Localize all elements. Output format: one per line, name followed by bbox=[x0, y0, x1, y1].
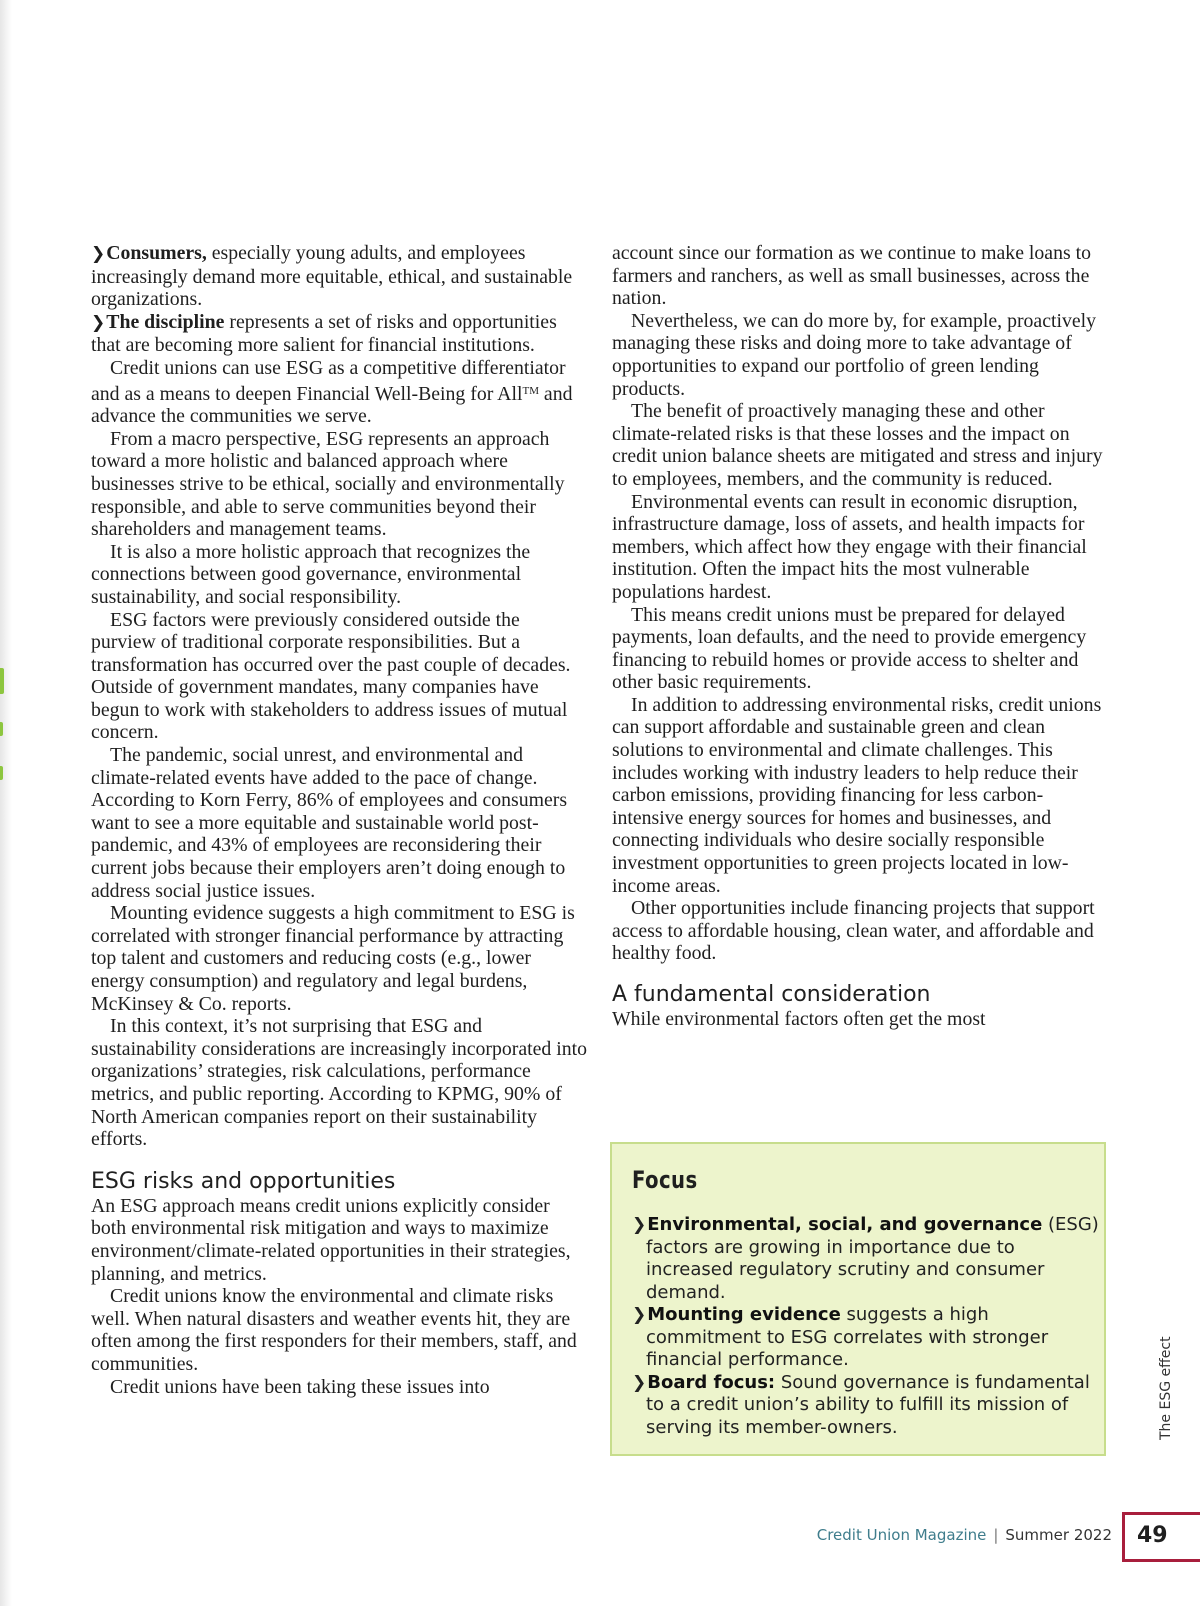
paragraph: From a macro perspective, ESG represents an approach toward a more holistic and balanced approach where businesses strive to be ethical, socially and environmentally responsible, and able to serve communities beyond their shareholders and management teams. bbox=[91, 427, 565, 541]
focus-list bbox=[632, 1214, 1102, 1439]
chevron-right-icon: ❯ bbox=[632, 1372, 647, 1393]
paragraph: It is also a more holistic approach that recognizes the connections between good governance, environmental sustainability, and social responsibility. bbox=[91, 540, 531, 608]
focus-item: ❯Environmental, social, and governance (ESG) factors are growing in importance due to increased regulatory scrutiny and consumer demand. bbox=[632, 1214, 1099, 1303]
paragraph: Nevertheless, we can do more by, for example, proactively managing these risks and doing more to take advantage of opportunities to expand our portfolio of green lending products. bbox=[612, 309, 1097, 400]
paragraph: account since our formation as we continue to make loans to farmers and ranchers, as well as small businesses, across the nation. bbox=[612, 242, 1091, 310]
paragraph: Other opportunities include financing projects that support access to affordable housing, clean water, and affordable and healthy food. bbox=[612, 897, 1095, 965]
paragraph: In this context, it’s not surprising that ESG and sustainability considerations are increasingly incorporated into organizations’ strategies, risk calculations, performance metrics, and public reporting. According to KPMG, 90% of North American companies report on their sustainability efforts. bbox=[91, 1015, 588, 1151]
paragraph: In addition to addressing environmental risks, credit unions can support affordable and sustainable green and clean solutions to environmental and climate challenges. This includes working with industry leaders to help reduce their carbon emissions, providing financing for less carbon-intensive energy sources for homes and businesses, and connecting individuals who desire socially responsible investment opportunities to green projects located in low-income areas. bbox=[612, 693, 1102, 897]
edge-tab-mark bbox=[0, 766, 3, 780]
chevron-right-icon: ❯ bbox=[91, 312, 106, 333]
focus-sidebar-box bbox=[610, 1142, 1106, 1456]
paragraph: The benefit of proactively managing these and other climate-related risks is that these losses and the impact on credit union balance sheets are mitigated and stress and injury to employees, members, and the community is reduced. bbox=[612, 400, 1103, 490]
page-number: 49 bbox=[1122, 1512, 1200, 1562]
running-head: The ESG effect bbox=[1158, 1336, 1174, 1440]
right-column bbox=[612, 242, 1110, 1031]
paragraph: ESG factors were previously considered outside the purview of traditional corporate responsibilities. But a transformation has occurred over the past couple of decades. Outside of government mandates, many companies have begun to work with stakeholders to address issues of mutual concern. bbox=[91, 608, 571, 744]
paragraph: Credit unions know the environmental and climate risks well. When natural disasters and weather events hit, they are often among the first responders for their members, staff, and communities. bbox=[91, 1285, 577, 1375]
edge-tab-mark bbox=[0, 722, 3, 736]
issue-date: Summer 2022 bbox=[1005, 1526, 1112, 1544]
focus-title: Focus bbox=[632, 1166, 698, 1194]
trademark-mark: TM bbox=[522, 384, 539, 397]
chevron-right-icon: ❯ bbox=[91, 244, 106, 264]
paragraph: The pandemic, social unrest, and environmental and climate-related events have added to the pace of change. According to Korn Ferry, 86% of employees and consumers want to see a more equitable and sustainable world post-pandemic, and 43% of employees are reconsidering their current jobs because their employers aren’t doing enough to address social justice issues. bbox=[91, 744, 568, 902]
paragraph: While environmental factors often get the most bbox=[612, 1008, 986, 1030]
paragraph: An ESG approach means credit unions explicitly consider both environmental risk mitigation and ways to maximize environment/climate-related opportunities in their strategies, planning, and metrics. bbox=[91, 1194, 571, 1285]
focus-item: ❯Mounting evidence suggests a high commitment to ESG correlates with stronger financial performance. bbox=[632, 1304, 1049, 1370]
paragraph: Credit unions can use ESG as a competitive differentiator and as a means to deepen Financial Well-Being for All™ and advance the communities we serve. bbox=[91, 356, 573, 428]
bullet-consumers: ❯Consumers, especially young adults, and employees increasingly demand more equitable, ethical, and sustainable organizations. bbox=[91, 242, 573, 311]
page-footer bbox=[790, 1526, 1112, 1544]
focus-item: ❯Board focus: Sound governance is fundamental to a credit union’s ability to fulfill its mission of serving its member-owners. bbox=[632, 1371, 1090, 1438]
footer-separator: | bbox=[993, 1526, 999, 1544]
chevron-right-icon: ❯ bbox=[632, 1305, 647, 1325]
magazine-name: Credit Union Magazine bbox=[816, 1526, 987, 1544]
paragraph: Mounting evidence suggests a high commitment to ESG is correlated with stronger financial performance by attracting top talent and customers and reducing costs (e.g., lower energy consumption) and regulatory and legal burdens, McKinsey & Co. reports. bbox=[91, 902, 575, 1015]
edge-tab-mark bbox=[0, 668, 4, 694]
chevron-right-icon: ❯ bbox=[632, 1215, 647, 1235]
paragraph: Credit unions have been taking these issues into bbox=[110, 1375, 490, 1398]
left-column bbox=[91, 242, 588, 1398]
page-gutter-shadow bbox=[0, 0, 12, 1606]
paragraph: Environmental events can result in economic disruption, infrastructure damage, loss of assets, and health impacts for members, which affect how they engage with their financial institution. Often the impact hits the most vulnerable populations hardest. bbox=[612, 490, 1087, 603]
bullet-discipline: ❯The discipline represents a set of risks and opportunities that are becoming more salient for financial institutions. bbox=[91, 310, 557, 357]
section-heading: ESG risks and opportunities bbox=[91, 1168, 396, 1194]
section-heading: A fundamental consideration bbox=[612, 982, 931, 1007]
paragraph: This means credit unions must be prepared for delayed payments, loan defaults, and the need to provide emergency financing to rebuild homes or provide access to shelter and other basic requirements. bbox=[612, 603, 1087, 694]
